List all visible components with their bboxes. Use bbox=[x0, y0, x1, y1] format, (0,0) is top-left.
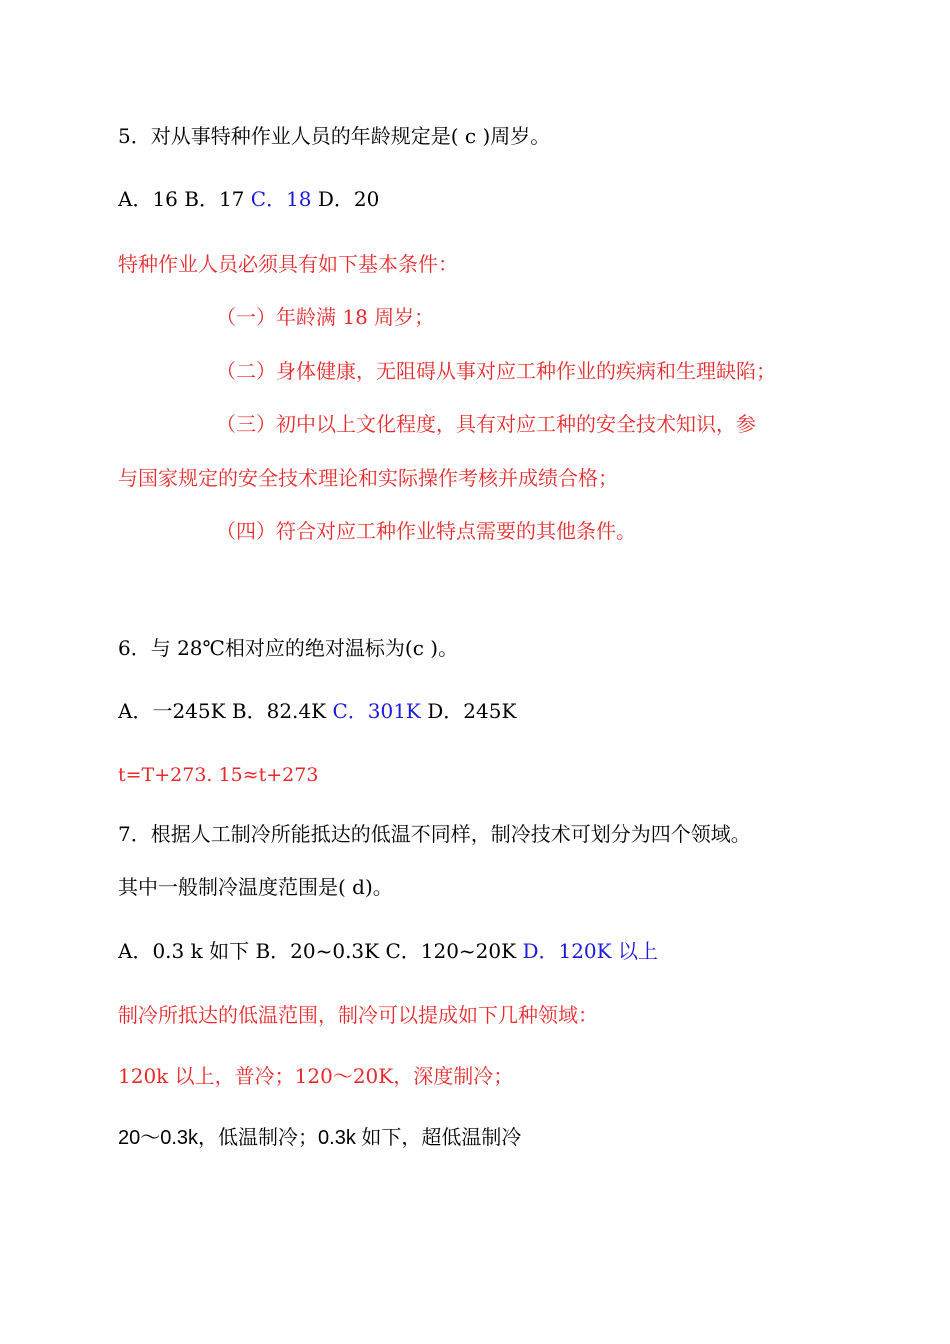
question-5-options bbox=[118, 185, 379, 213]
correct-answer: D．120K 以上 bbox=[522, 939, 658, 963]
options-text: A．0.3 k 如下 B．20~0.3K C．120~20K bbox=[118, 939, 523, 963]
question-7-text: 其中一般制冷温度范围是( d)。 bbox=[118, 875, 393, 899]
condition-item: （一）年龄满 18 周岁； bbox=[216, 305, 435, 329]
formula: t=T+273. 15≈t+273 bbox=[118, 764, 319, 786]
condition-item: （二）身体健康，无阻碍从事对应工种作业的疾病和生理缺陷； bbox=[216, 359, 776, 383]
condition-item: （四）符合对应工种作业特点需要的其他条件。 bbox=[216, 519, 636, 543]
explanation-title: 特种作业人员必须具有如下基本条件： bbox=[118, 252, 458, 276]
condition-item-continued: 与国家规定的安全技术理论和实际操作考核并成绩合格； bbox=[118, 466, 618, 490]
question-5-text: 5．对从事特种作业人员的年龄规定是( c )周岁。 bbox=[118, 124, 551, 148]
explanation-line: 120k 以上，普冷；120～20K，深度制冷； bbox=[118, 1064, 514, 1088]
condition-item: （三）初中以上文化程度，具有对应工种的安全技术知识，参 bbox=[216, 412, 756, 436]
correct-answer: C．18 bbox=[250, 187, 312, 211]
correct-answer: C．301K bbox=[332, 699, 421, 723]
options-text: A．一245K B．82.4K bbox=[118, 699, 333, 723]
explanation-line: 20～0.3k，低温制冷；0.3k 如下，超低温制冷 bbox=[118, 1127, 522, 1149]
question-6-options bbox=[118, 697, 516, 725]
options-text: D．20 bbox=[311, 187, 380, 211]
question-6-text: 6．与 28℃相对应的绝对温标为(c )。 bbox=[118, 636, 459, 660]
question-7-text: 7．根据人工制冷所能抵达的低温不同样，制冷技术可划分为四个领域。 bbox=[118, 822, 751, 846]
options-text: D．245K bbox=[420, 699, 517, 723]
explanation-title: 制冷所抵达的低温范围，制冷可以提成如下几种领域： bbox=[118, 1003, 598, 1027]
options-text: A．16 B．17 bbox=[118, 187, 251, 211]
question-7-options bbox=[118, 937, 658, 965]
